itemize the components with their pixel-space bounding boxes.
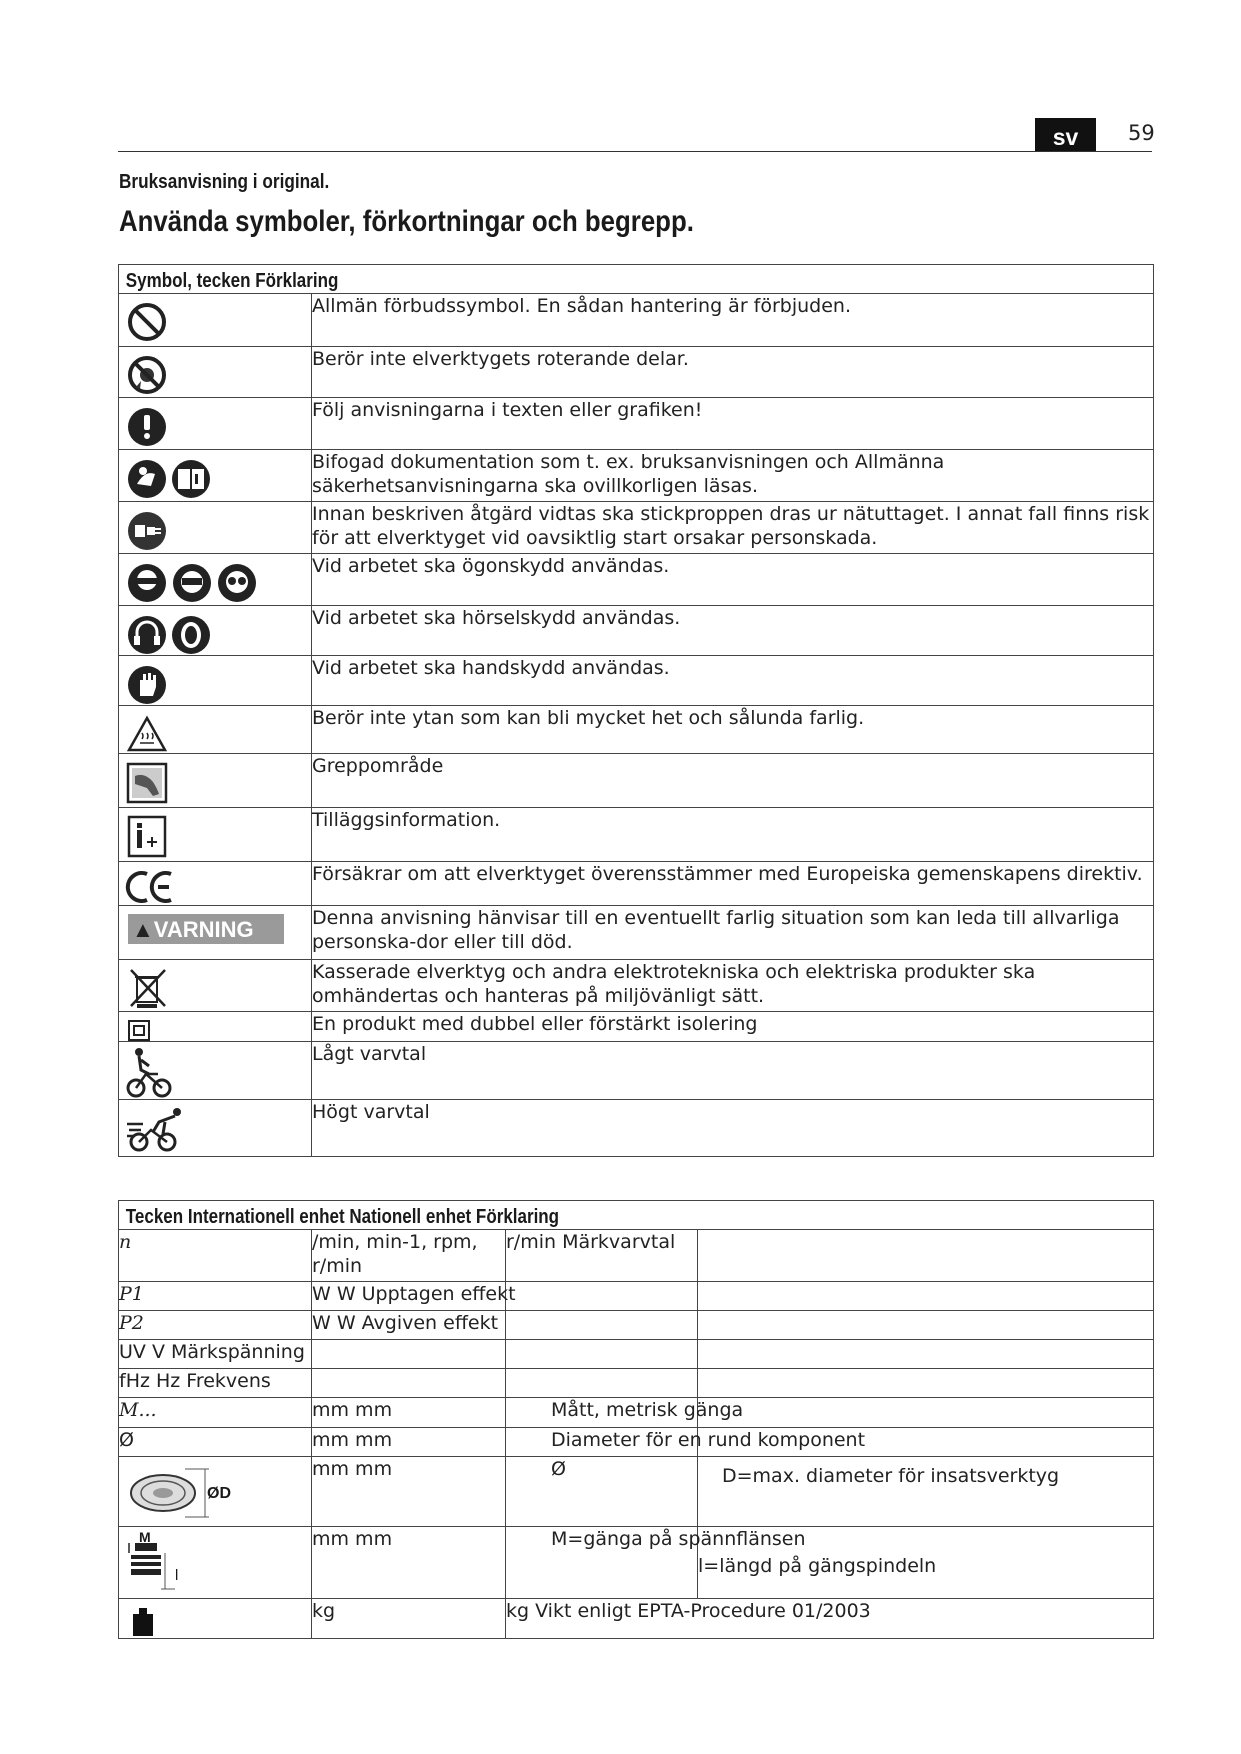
warning-label-text: VARNING: [153, 917, 254, 942]
spindle-thread-icon: [125, 1529, 195, 1595]
table-row: [119, 1012, 1154, 1042]
table-row: [119, 554, 1154, 606]
international-unit-cell: kg: [312, 1599, 506, 1639]
double-insulation-icon: [125, 1016, 155, 1044]
explanation-cell: D=max. diameter för insatsverktyg: [698, 1457, 1154, 1527]
symbol-description: Tilläggsinformation.: [312, 808, 1154, 862]
table-row: [119, 1369, 1154, 1398]
warning-triangle-icon: ▲: [132, 917, 154, 942]
grip-area-icon: [125, 758, 173, 806]
thread-m-label: M: [139, 1529, 151, 1545]
explanation-cell: [698, 1311, 1154, 1340]
table-row: [119, 862, 1154, 906]
symbols-table-header: Symbol, tecken Förklaring: [119, 265, 1154, 294]
explanation-cell: [698, 1398, 1154, 1428]
prohibition-icon: [125, 298, 173, 346]
units-table: [118, 1200, 1154, 1639]
national-unit-cell: [506, 1311, 698, 1340]
symbol-description: En produkt med dubbel eller förstärkt isolering: [312, 1012, 1154, 1042]
symbol-cell: Ø: [119, 1428, 312, 1457]
symbol-description: Denna anvisning hänvisar till en eventuellt farlig situation som kan leda till allvarliga personska-dor eller till död.: [312, 906, 1154, 960]
symbol-description: Följ anvisningarna i texten eller grafiken!: [312, 398, 1154, 450]
international-unit-cell: [312, 1369, 506, 1398]
symbol-description: Vid arbetet ska ögonskydd användas.: [312, 554, 1154, 606]
international-unit-cell: mm mm: [312, 1457, 506, 1527]
header-divider: [118, 151, 1152, 152]
page-number: 59: [1128, 121, 1155, 145]
table-row: [119, 1282, 1154, 1311]
symbol-description: Kasserade elverktyg och andra elektrotekniska och elektriska produkter ska omhändertas och hanteras på miljövänligt sätt.: [312, 960, 1154, 1012]
international-unit-cell: [312, 1340, 506, 1369]
symbol-cell: UV V Märkspänning: [119, 1340, 312, 1369]
symbol-description: Vid arbetet ska hörselskydd användas.: [312, 606, 1154, 656]
hot-surface-icon: [125, 710, 173, 758]
disc-diameter-label: ØD: [207, 1485, 231, 1502]
national-unit-cell: M=gänga på spännflänsen: [506, 1527, 698, 1599]
gloves-icon: [125, 660, 173, 708]
table-row: [119, 1398, 1154, 1428]
symbol-cell: M...: [119, 1398, 312, 1428]
national-unit-cell: Diameter för en rund komponent: [506, 1428, 698, 1457]
explanation-cell: [698, 1369, 1154, 1398]
symbol-cell: n: [119, 1230, 312, 1282]
symbol-description: Berör inte ytan som kan bli mycket het och sålunda farlig.: [312, 706, 1154, 754]
international-unit-cell: mm mm: [312, 1527, 506, 1599]
symbol-cell: [119, 1527, 312, 1599]
symbol-description: Lågt varvtal: [312, 1042, 1154, 1100]
table-row: [119, 960, 1154, 1012]
subtitle: Bruksanvisning i original.: [119, 171, 330, 193]
table-row: [119, 754, 1154, 808]
table-row: [119, 1457, 1154, 1527]
thread-l-label: l: [175, 1567, 179, 1584]
symbol-description: Försäkrar om att elverktyget överensstämmer med Europeiska gemenskapens direktiv.: [312, 862, 1154, 906]
national-unit-cell: r/min Märkvarvtal: [506, 1230, 698, 1282]
national-unit-cell: Ø: [506, 1457, 698, 1527]
symbol-description: Högt varvtal: [312, 1100, 1154, 1157]
national-unit-cell: [506, 1340, 698, 1369]
international-unit-cell: W W Upptagen effekt: [312, 1282, 506, 1311]
table-row: [119, 450, 1154, 502]
table-row: [119, 1428, 1154, 1457]
table-row: [119, 398, 1154, 450]
national-unit-cell: Mått, metrisk gänga: [506, 1398, 698, 1428]
symbols-table: [118, 264, 1154, 1157]
weee-bin-icon: [125, 964, 173, 1012]
ce-mark-icon: [125, 866, 185, 906]
eye-protection-icon: [125, 558, 275, 606]
table-row: [119, 1311, 1154, 1340]
low-speed-cyclist-icon: [125, 1046, 179, 1100]
explanation-cell: [698, 1340, 1154, 1369]
symbol-cell: P2: [119, 1311, 312, 1340]
symbol-description: Greppområde: [312, 754, 1154, 808]
table-row: [119, 606, 1154, 656]
symbol-description: Innan beskriven åtgärd vidtas ska stickproppen dras ur nätuttaget. I annat fall finns risk för att elverktyget vid oavsiktlig start orsakar personskada.: [312, 502, 1154, 554]
symbol-cell: P1: [119, 1282, 312, 1311]
weight-icon: [125, 1602, 165, 1638]
exclamation-mandatory-icon: [125, 402, 173, 450]
read-manual-icon: [125, 454, 225, 502]
national-unit-cell: [506, 1369, 698, 1398]
symbol-cell: [119, 1599, 312, 1639]
page-title: Använda symboler, förkortningar och begrepp.: [119, 205, 694, 238]
symbol-cell: [119, 1457, 312, 1527]
symbol-description: Allmän förbudssymbol. En sådan hantering är förbjuden.: [312, 294, 1154, 347]
table-row: [119, 1100, 1154, 1157]
table-row: [119, 1042, 1154, 1100]
symbol-description: Vid arbetet ska handskydd användas.: [312, 656, 1154, 706]
language-badge: sv: [1035, 118, 1096, 152]
unplug-icon: [125, 506, 173, 554]
international-unit-cell: mm mm: [312, 1398, 506, 1428]
table-row: [119, 1599, 1154, 1639]
warning-label-icon: [128, 914, 284, 944]
table-row: [119, 1340, 1154, 1369]
table-row: [119, 906, 1154, 960]
ear-protection-icon: [125, 610, 225, 658]
symbol-cell: fHz Hz Frekvens: [119, 1369, 312, 1398]
national-unit-cell: kg Vikt enligt EPTA-Procedure 01/2003: [506, 1599, 1154, 1639]
symbol-description: Bifogad dokumentation som t. ex. bruksanvisningen och Allmänna säkerhetsanvisningarna ska ovillkorligen läsas.: [312, 450, 1154, 502]
international-unit-cell: W W Avgiven effekt: [312, 1311, 506, 1340]
table-row: [119, 1527, 1154, 1599]
table-row: [119, 294, 1154, 347]
units-table-header: Tecken Internationell enhet Nationell enhet Förklaring: [119, 1201, 1154, 1230]
symbol-description: Berör inte elverktygets roterande delar.: [312, 347, 1154, 398]
table-row: [119, 656, 1154, 706]
info-plus-icon: [125, 812, 173, 860]
explanation-cell: [698, 1230, 1154, 1282]
table-row: [119, 706, 1154, 754]
international-unit-cell: /min, min-1, rpm, r/min: [312, 1230, 506, 1282]
high-speed-cyclist-icon: [125, 1104, 189, 1158]
explanation-cell: l=längd på gängspindeln: [698, 1527, 1154, 1599]
do-not-touch-rotating-parts-icon: [125, 351, 173, 399]
table-row: [119, 808, 1154, 862]
table-row: [119, 1230, 1154, 1282]
explanation-cell: [698, 1282, 1154, 1311]
table-row: [119, 347, 1154, 398]
national-unit-cell: [506, 1282, 698, 1311]
table-row: [119, 502, 1154, 554]
international-unit-cell: mm mm: [312, 1428, 506, 1457]
